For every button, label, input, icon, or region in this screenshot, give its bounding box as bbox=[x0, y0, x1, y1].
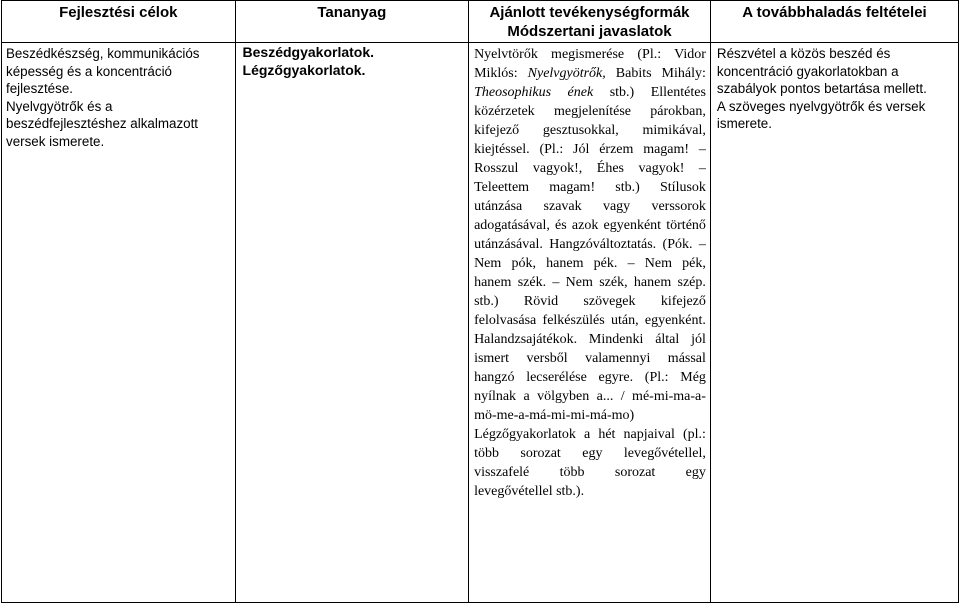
table-header-row bbox=[2, 1, 959, 43]
activity-title-italic: Nyelvgyötrők, bbox=[527, 66, 606, 81]
table-row bbox=[2, 43, 959, 603]
lesson-item: Beszédgyakorlatok. bbox=[242, 44, 375, 60]
header-curriculum: Tananyag bbox=[235, 1, 469, 43]
goal-text: Nyelvgyötrők és a beszédfejlesztéshez alkalmazott versek ismerete. bbox=[6, 98, 199, 149]
curriculum-table bbox=[1, 0, 959, 603]
header-activities-line1: Ajánlott tevékenységformák bbox=[489, 4, 690, 21]
lessons-cell bbox=[235, 43, 469, 603]
activity-text-segment: Babits Mihály: bbox=[605, 66, 706, 81]
activities-cell bbox=[469, 43, 711, 603]
activities-text bbox=[474, 45, 706, 501]
header-activities bbox=[469, 1, 711, 43]
lesson-item: Légzőgyakorlatok. bbox=[242, 61, 366, 78]
goals-cell bbox=[2, 43, 236, 603]
header-progression-conditions: A továbbhaladás feltételei bbox=[710, 1, 958, 43]
activity-text-segment: stb.) Ellentétes közérzetek megjelenítése párokban, kifejező gesztusokkal, mimikával, kiejtéssel. (Pl.: Jól érzem magam! – Rosszul vagyok!, Éhes vagyok! – Teleettem magam! stb.) Stílusok utánzása szavak vagy verssorok adogatásával, és azok egyenként történő utánzásával. Hangzóváltoztatás. (Pók. – Nem pók, hanem pék. – Nem pék, hanem szék. – Nem szék, hanem szép. stb.) Rövid szövegek kifejező felolvasása felkészülés után, egyenként. Halandzsajátékok. Mindenki által jól ismert versből valamennyi mással hangzó lecserélése egyre. (Pl.: Még nyílnak a völgyben a... / mé-mi-ma-a-mö-me-a-má-mi-mi-má-mo) Légzőgyakorlatok a hét napjaival (pl.: több sorozat egy levegővétellel, visszafelé több sorozat egy levegővétellel stb.). bbox=[474, 85, 706, 499]
header-development-goals: Fejlesztési célok bbox=[2, 1, 236, 43]
condition-text: A szöveges nyelvgyötrők és versek ismerete. bbox=[716, 98, 926, 131]
header-activities-line2: Módszertani javaslatok bbox=[507, 23, 672, 40]
condition-text: Részvétel a közös beszéd és koncentráció gyakorlatokban a szabályok pontos betartása mellett. bbox=[716, 46, 927, 96]
goal-text: Beszédkészség, kommunikációs képesség és a koncentráció fejlesztése. bbox=[6, 46, 200, 96]
conditions-cell bbox=[710, 43, 958, 603]
activity-text-segment: Nyelvtörők megismerése (Pl.: Vidor Miklós: bbox=[474, 47, 706, 81]
activity-title-italic: Theosophikus ének bbox=[474, 85, 594, 100]
